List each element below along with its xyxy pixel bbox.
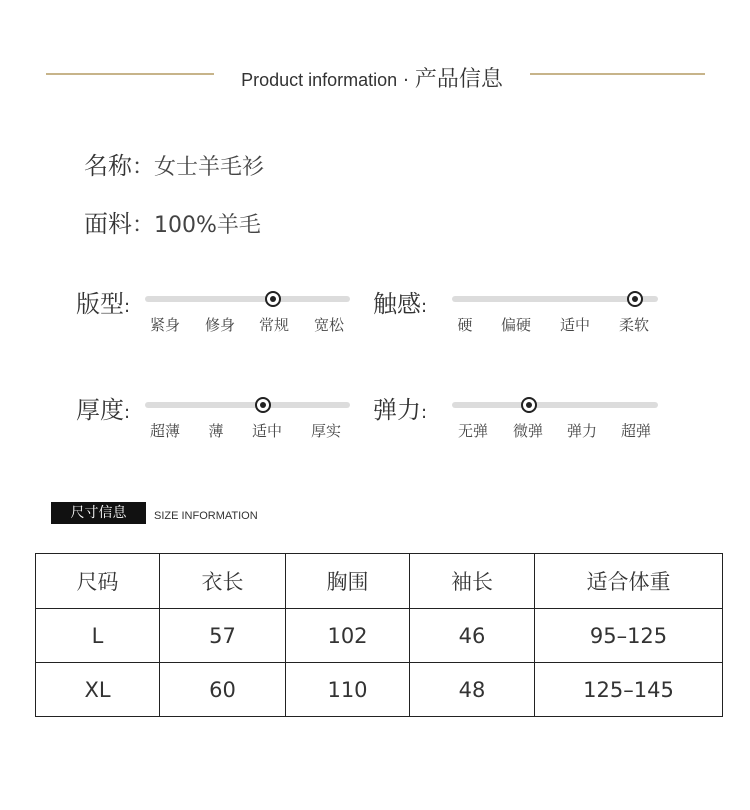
weight-cell: 125–145 (535, 663, 723, 717)
weight-cell: 95–125 (535, 609, 723, 663)
attr-feel-option-2: 偏硬 (500, 316, 532, 334)
size-info-badge: 尺寸信息 (51, 502, 146, 524)
attr-fit-option-1: 紧身 (149, 316, 181, 334)
attr-elasticity-option-1: 无弹 (457, 422, 489, 440)
attr-thickness-slider-knob (255, 397, 271, 413)
info-name-colon: ： (132, 155, 155, 180)
attr-thickness-option-1: 超薄 (149, 422, 181, 440)
attr-feel-option-3: 适中 (559, 316, 591, 334)
attr-elasticity-track (452, 402, 658, 408)
header-divider-right (530, 73, 705, 75)
info-fabric-colon: ： (132, 213, 155, 238)
size-info-subtitle: SIZE INFORMATION (154, 510, 258, 522)
attr-thickness (76, 390, 356, 450)
sleeve-cell: 48 (410, 663, 535, 717)
size-table-header-size: 尺码 (36, 554, 160, 609)
size-table (35, 553, 723, 717)
size-cell: XL (36, 663, 160, 717)
section-title-dot: · (403, 70, 409, 91)
size-table-header-length: 衣长 (160, 554, 286, 609)
section-title-en: Product information (241, 70, 398, 90)
bust-cell: 102 (286, 609, 410, 663)
attr-fit-slider-knob (265, 291, 281, 307)
attr-elasticity-name: 弹力: (373, 396, 428, 424)
bust-cell: 110 (286, 663, 410, 717)
section-title (218, 62, 526, 93)
info-fabric-label: 面料 (84, 210, 132, 238)
attr-feel-option-1: 硬 (457, 316, 473, 334)
attr-thickness-track (145, 402, 350, 408)
sleeve-cell: 46 (410, 609, 535, 663)
size-table-header-sleeve: 袖长 (410, 554, 535, 609)
attr-thickness-option-4: 厚实 (310, 422, 342, 440)
attr-feel (373, 284, 663, 344)
attr-fit-option-3: 常规 (258, 316, 290, 334)
attr-thickness-option-3: 适中 (251, 422, 283, 440)
info-fabric-row (84, 204, 261, 239)
table-row (36, 663, 723, 717)
length-cell: 57 (160, 609, 286, 663)
attr-feel-name: 触感: (373, 290, 428, 318)
size-table-header-weight: 适合体重 (535, 554, 723, 609)
attr-fit-option-2: 修身 (204, 316, 236, 334)
section-header (0, 62, 750, 92)
size-table-header-row (36, 554, 723, 609)
header-divider-left (46, 73, 214, 75)
attr-fit-name: 版型: (76, 290, 131, 318)
attr-elasticity-option-2: 微弹 (512, 422, 544, 440)
info-name-label: 名称 (84, 152, 132, 180)
size-cell: L (36, 609, 160, 663)
length-cell: 60 (160, 663, 286, 717)
attr-fit-track (145, 296, 350, 302)
attr-thickness-name: 厚度: (76, 396, 131, 424)
attr-elasticity-option-4: 超弹 (620, 422, 652, 440)
info-fabric-value: 100%羊毛 (154, 213, 261, 238)
attr-feel-slider-knob (627, 291, 643, 307)
attr-feel-option-4: 柔软 (618, 316, 650, 334)
attr-fit-option-4: 宽松 (313, 316, 345, 334)
attr-elasticity-option-3: 弹力 (566, 422, 598, 440)
attr-thickness-option-2: 薄 (208, 422, 224, 440)
info-name-value: 女士羊毛衫 (154, 155, 265, 180)
attr-elasticity (373, 390, 663, 450)
attr-fit (76, 284, 356, 344)
table-row (36, 609, 723, 663)
size-table-header-bust: 胸围 (286, 554, 410, 609)
info-name-row (84, 146, 264, 181)
section-title-cn: 产品信息 (414, 67, 503, 92)
attr-elasticity-slider-knob (521, 397, 537, 413)
